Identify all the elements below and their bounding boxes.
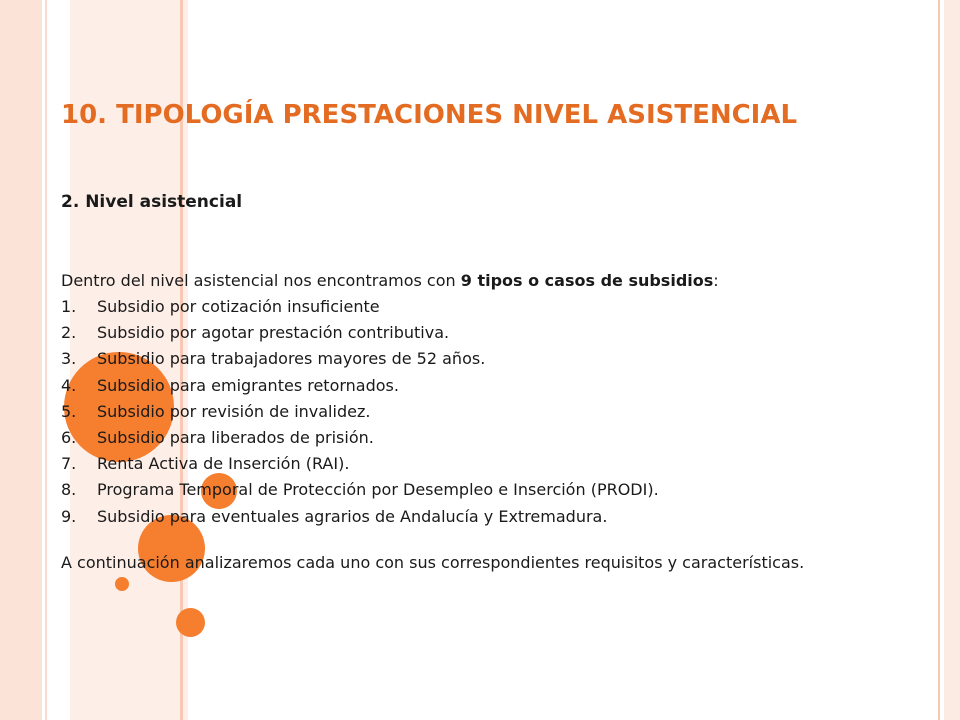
list-item-number: 6. bbox=[61, 428, 77, 448]
list-item-number: 2. bbox=[61, 323, 77, 343]
list-item bbox=[61, 425, 659, 451]
list-item-text: Programa Temporal de Protección por Desempleo e Inserción (PRODI). bbox=[97, 480, 659, 500]
list-item-text: Subsidio para emigrantes retornados. bbox=[97, 375, 399, 395]
right-stripe-column bbox=[944, 0, 960, 720]
decorative-circle bbox=[115, 577, 129, 591]
list-item bbox=[61, 294, 659, 320]
list-item-number: 7. bbox=[61, 454, 77, 474]
list-item bbox=[61, 451, 659, 477]
list-item bbox=[61, 477, 659, 503]
outro-paragraph: A continuación analizaremos cada uno con sus correspondientes requisitos y características. bbox=[61, 553, 805, 572]
list-item-text: Subsidio por cotización insuficiente bbox=[97, 297, 380, 316]
list-item-number: 9. bbox=[61, 506, 77, 526]
list-item bbox=[61, 399, 659, 425]
left-stripe bbox=[0, 0, 42, 720]
subsidy-list bbox=[61, 294, 659, 530]
list-item bbox=[61, 373, 659, 399]
list-item-number: 4. bbox=[61, 375, 77, 395]
list-item-number: 8. bbox=[61, 480, 77, 500]
list-item bbox=[61, 346, 659, 372]
list-item bbox=[61, 320, 659, 346]
intro-prefix: Dentro del nivel asistencial nos encontramos con bbox=[61, 271, 461, 290]
list-item-text: Subsidio por agotar prestación contributiva. bbox=[97, 323, 450, 343]
section-subtitle: 2. Nivel asistencial bbox=[61, 192, 243, 212]
list-item-text: Subsidio por revisión de invalidez. bbox=[97, 401, 371, 421]
list-item-number: 1. bbox=[61, 297, 77, 316]
list-item-number: 3. bbox=[61, 349, 77, 369]
intro-bold: 9 tipos o casos de subsidios bbox=[460, 271, 714, 290]
list-item-text: Renta Activa de Inserción (RAI). bbox=[97, 454, 350, 474]
slide-title: 10. TIPOLOGÍA PRESTACIONES NIVEL ASISTENCIAL bbox=[61, 100, 798, 130]
list-item-number: 5. bbox=[61, 401, 77, 421]
list-item-text: Subsidio para eventuales agrarios de Andalucía y Extremadura. bbox=[97, 506, 608, 526]
list-item-text: Subsidio para trabajadores mayores de 52 años. bbox=[97, 349, 486, 369]
list-item bbox=[61, 504, 659, 530]
decorative-circle bbox=[176, 608, 205, 637]
right-stripe-line bbox=[938, 0, 940, 720]
left-stripe-line bbox=[45, 0, 47, 720]
list-item-text: Subsidio para liberados de prisión. bbox=[97, 428, 374, 448]
intro-paragraph bbox=[61, 268, 719, 294]
intro-suffix: : bbox=[713, 271, 719, 290]
